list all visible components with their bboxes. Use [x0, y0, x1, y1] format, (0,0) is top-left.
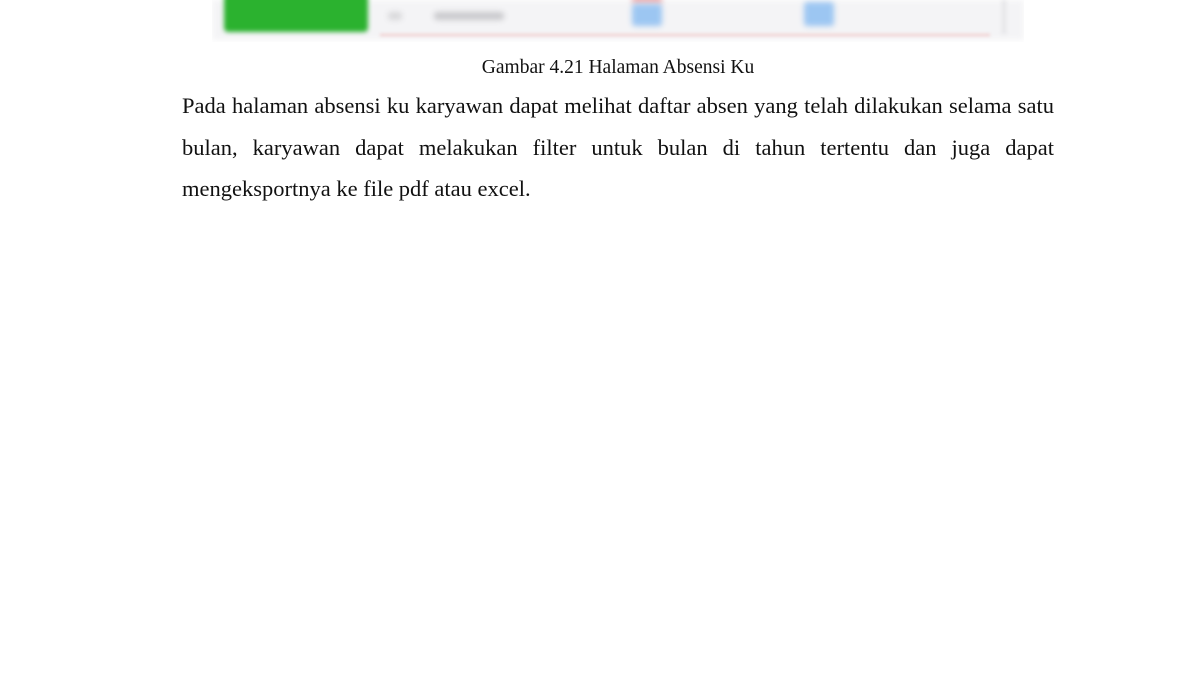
screenshot-edge	[1002, 0, 1006, 34]
body-paragraph: Pada halaman absensi ku karyawan dapat melihat daftar absen yang telah dilakukan selama satu bulan, karyawan dapat melakukan filter untuk bulan di tahun tertentu dan juga dapat mengeksportnya ke file pdf atau excel.	[182, 93, 1054, 201]
figure-screenshot-crop	[212, 0, 1024, 42]
table-row-divider	[380, 34, 990, 36]
figure-caption: Gambar 4.21 Halaman Absensi Ku	[481, 57, 755, 78]
row-text-blurred	[434, 12, 504, 20]
blue-badge-blurred	[632, 4, 662, 26]
blue-badge-blurred-2	[804, 2, 834, 26]
green-button-blurred	[224, 0, 368, 32]
row-icon-blurred	[388, 12, 402, 20]
